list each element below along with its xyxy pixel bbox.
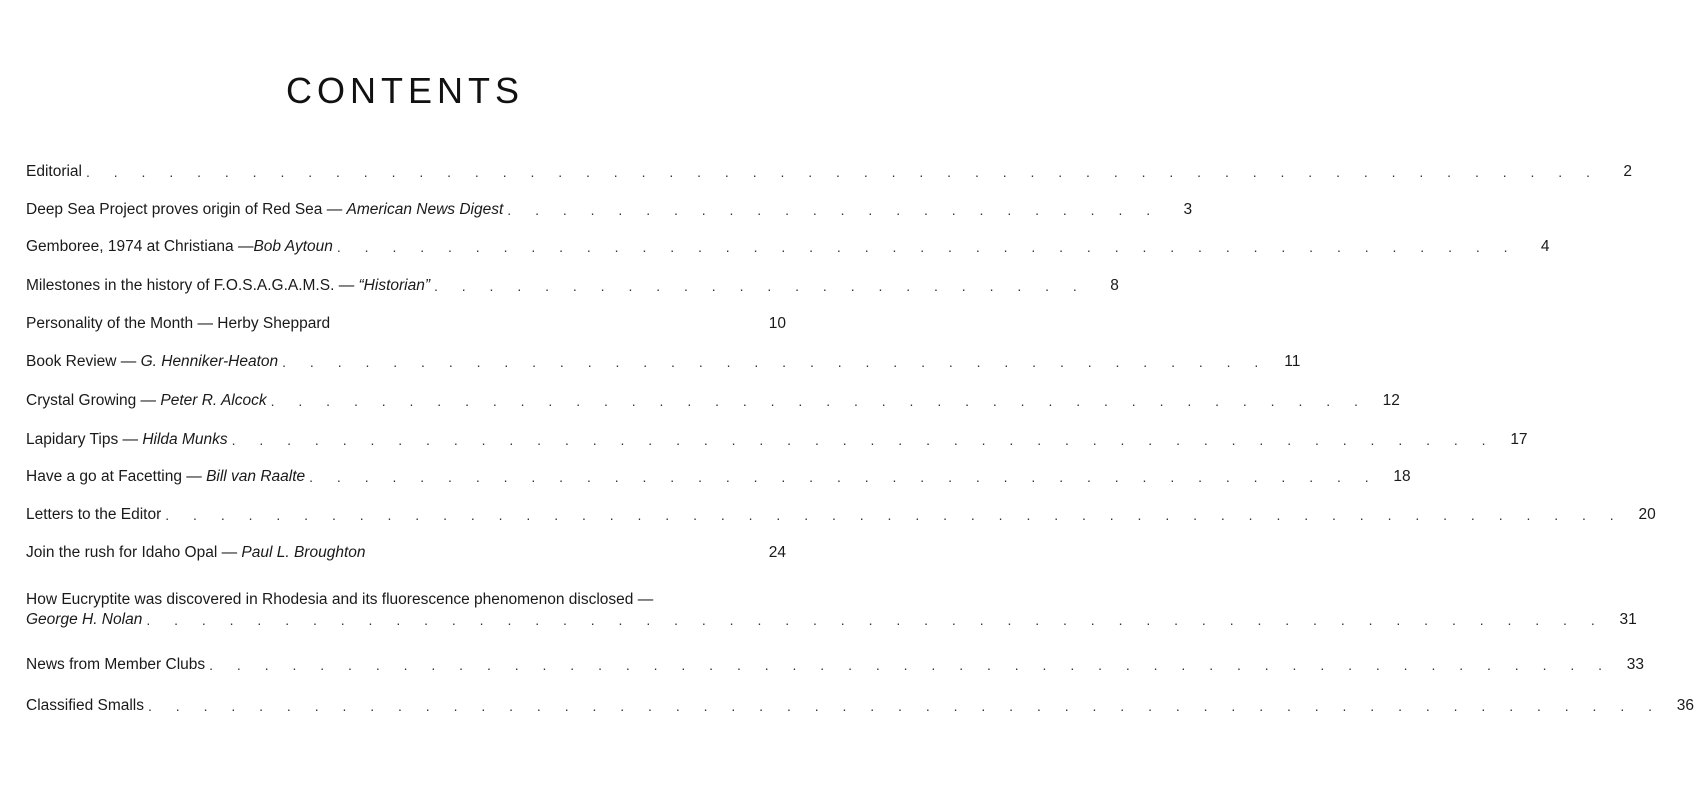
toc-entry[interactable] xyxy=(26,276,1119,296)
entry-page: 3 xyxy=(1183,201,1193,218)
dot-leader xyxy=(370,543,755,563)
dot-leader: . . . . . . . . . . . . . . . . . . . . . . . . . . . . . . . . . . . . . . . . . . . . . . . . . . . xyxy=(209,657,1613,673)
entry-author: American News Digest xyxy=(346,201,504,218)
dot-leader: . . . . . . . . . . . . . . . . . . . . . . . . . . . . . . . . . . . . . . . xyxy=(309,469,1379,485)
toc-entry[interactable] xyxy=(26,314,786,334)
entry-author: Hilda Munks xyxy=(142,431,228,448)
dot-leader: . . . . . . . . . . . . . . . . . . . . . . . . . . . . . . . . . . . . . . . . . . . . . . . . . . . . . xyxy=(165,507,1624,523)
toc-entry[interactable] xyxy=(26,505,1656,525)
dot-leader: . . . . . . . . . . . . . . . . . . . . . . . . . . . . . . . . . . . . . . . . . . . . . . . . . . . . . . . xyxy=(148,698,1662,714)
entry-title: Milestones in the history of F.O.S.A.G.A.M.S. — xyxy=(26,277,359,294)
toc-entry[interactable] xyxy=(26,391,1400,411)
entry-title: Have a go at Facetting — xyxy=(26,468,207,485)
toc-entry[interactable] xyxy=(26,543,786,563)
dot-leader: . . . . . . . . . . . . . . . . . . . . . . . . . . . . . . . . . . . . . . . . . . . . . . xyxy=(231,432,1496,448)
toc-entry[interactable] xyxy=(26,467,1411,487)
dot-leader xyxy=(334,314,754,334)
entry-page: 31 xyxy=(1619,611,1637,628)
entry-title: Lapidary Tips — xyxy=(26,431,143,448)
dot-leader: . . . . . . . . . . . . . . . . . . . . . . . . . . . . . . . . . . . . . . . . . . . . . . . . . . . . . . . xyxy=(86,164,1600,180)
entry-title: How Eucryptite was discovered in Rhodesia and its fluorescence phenomenon disclosed — xyxy=(26,591,654,608)
entry-page: 10 xyxy=(768,315,786,332)
entry-page: 12 xyxy=(1382,392,1400,409)
toc-entry[interactable] xyxy=(26,162,1632,182)
toc-entry[interactable] xyxy=(26,696,1694,716)
entry-page: 20 xyxy=(1638,506,1656,523)
toc-entry[interactable] xyxy=(26,430,1528,450)
entry-title: Classified Smalls xyxy=(26,697,145,714)
entry-page: 17 xyxy=(1510,431,1528,448)
entry-title: Book Review — xyxy=(26,353,141,370)
entry-title: Editorial xyxy=(26,163,82,180)
dot-leader: . . . . . . . . . . . . . . . . . . . . . . . . . . . . . . . . . . . . . . . . . . . . . . . . . . . . . xyxy=(146,612,1605,628)
entry-author: Paul L. Broughton xyxy=(241,544,366,561)
entry-author: G. Henniker-Heaton xyxy=(140,353,279,370)
entry-page: 24 xyxy=(768,544,786,561)
entry-author: Peter R. Alcock xyxy=(160,392,267,409)
entry-page: 2 xyxy=(1623,163,1632,180)
entry-page: 33 xyxy=(1626,656,1645,673)
entry-title: Crystal Growing — xyxy=(26,392,161,409)
dot-leader: . . . . . . . . . . . . . . . . . . . . . . . . . . . . . . . . . . . . . . . . xyxy=(270,393,1368,409)
toc-entry[interactable] xyxy=(26,352,1301,372)
entry-page: 36 xyxy=(1676,697,1694,714)
dot-leader: . . . . . . . . . . . . . . . . . . . . . . . . xyxy=(507,202,1161,218)
entry-title: Join the rush for Idaho Opal — xyxy=(26,544,242,561)
entry-page: 4 xyxy=(1540,238,1550,255)
entry-author: “Historian” xyxy=(358,277,430,294)
entry-page: 18 xyxy=(1393,468,1411,485)
entry-title: News from Member Clubs xyxy=(26,656,206,673)
entry-author: Bob Aytoun xyxy=(253,238,333,255)
dot-leader: . . . . . . . . . . . . . . . . . . . . . . . . . . . . . . . . . . . . . . . . . . . xyxy=(336,239,1518,255)
page-title: CONTENTS xyxy=(286,70,524,111)
toc-entry[interactable] xyxy=(26,655,1645,675)
toc-entry[interactable] xyxy=(26,200,1193,220)
toc-entry[interactable] xyxy=(26,237,1550,257)
entry-title: Letters to the Editor xyxy=(26,506,162,523)
entry-title: Personality of the Month — Herby Sheppard xyxy=(26,315,331,332)
dot-leader: . . . . . . . . . . . . . . . . . . . . . . . . xyxy=(434,278,1087,294)
entry-page: 8 xyxy=(1110,277,1119,294)
entry-page: 11 xyxy=(1284,353,1301,370)
toc-entry[interactable] xyxy=(26,590,1637,630)
entry-author: George H. Nolan xyxy=(26,611,143,628)
entry-title: Gemboree, 1974 at Christiana — xyxy=(26,238,254,255)
entry-title: Deep Sea Project proves origin of Red Sea — xyxy=(26,201,347,218)
entry-author: Bill van Raalte xyxy=(206,468,306,485)
dot-leader: . . . . . . . . . . . . . . . . . . . . . . . . . . . . . . . . . . . . xyxy=(282,354,1269,370)
